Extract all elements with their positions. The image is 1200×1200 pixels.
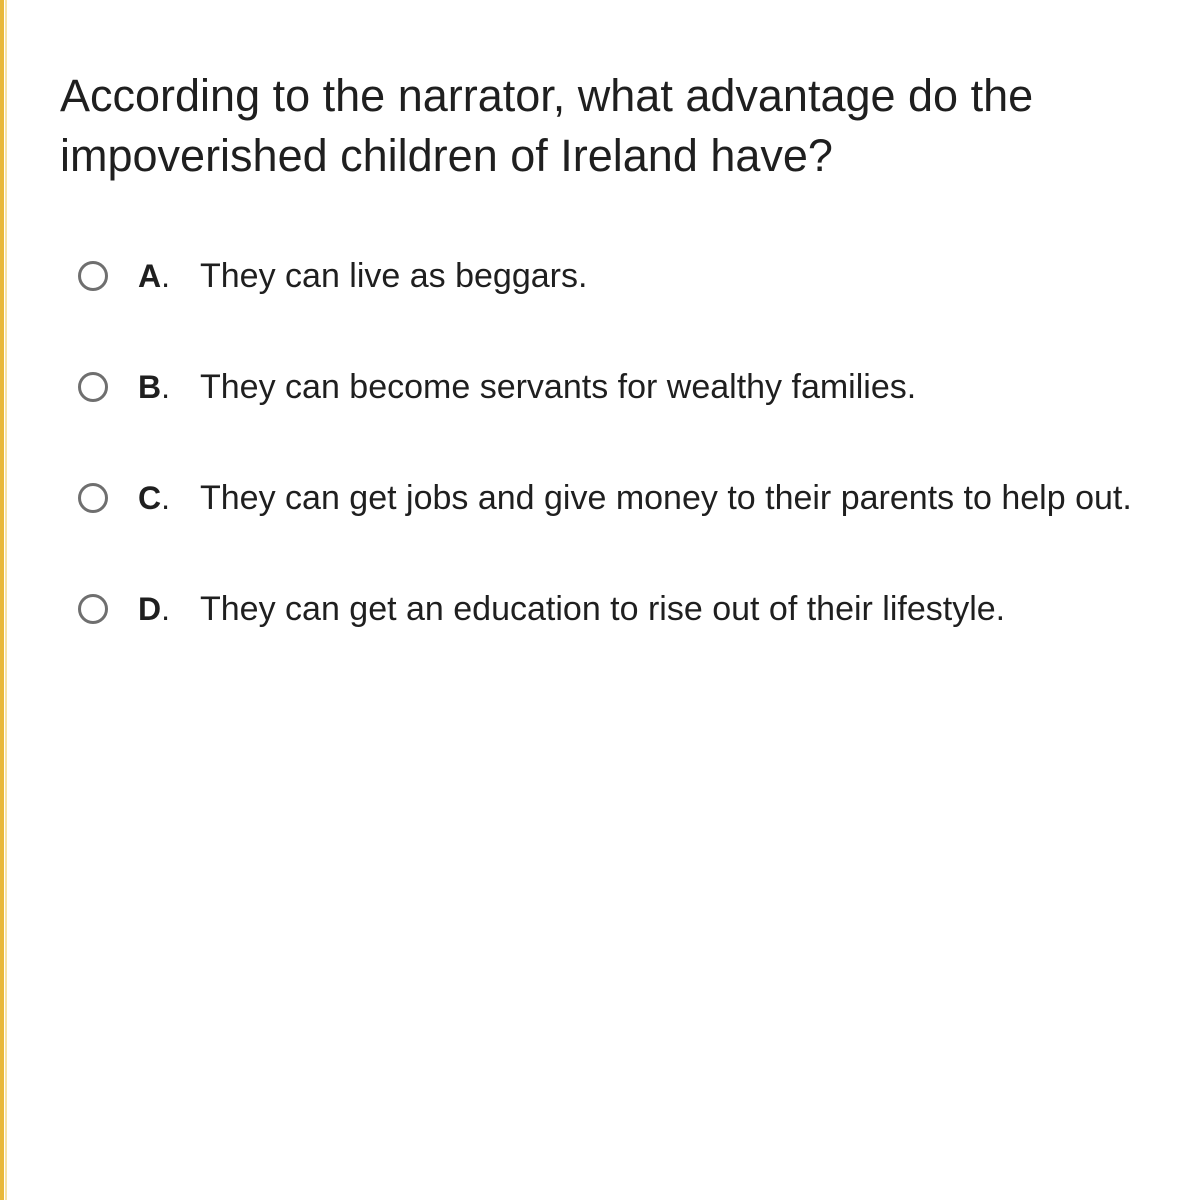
option-text-c: They can get jobs and give money to their parents to help out. <box>200 478 1132 517</box>
option-letter-a: A. <box>138 257 170 294</box>
question-text: According to the narrator, what advantage do the impoverished children of Ireland have? <box>60 70 1034 181</box>
answer-option-d[interactable] <box>78 587 1200 631</box>
answer-option-c[interactable] <box>78 476 1200 520</box>
radio-button-a[interactable] <box>78 261 108 291</box>
option-text-a: They can live as beggars. <box>200 256 588 295</box>
option-letter-b: B. <box>138 368 170 405</box>
option-text-b: They can become servants for wealthy families. <box>200 367 917 406</box>
option-text-d: They can get an education to rise out of their lifestyle. <box>200 589 1006 628</box>
answer-option-b[interactable] <box>78 365 1200 409</box>
option-letter-c: C. <box>138 479 170 516</box>
radio-button-c[interactable] <box>78 483 108 513</box>
option-letter-d: D. <box>138 590 170 627</box>
radio-button-b[interactable] <box>78 372 108 402</box>
answer-option-a[interactable] <box>78 254 1200 298</box>
radio-button-d[interactable] <box>78 594 108 624</box>
